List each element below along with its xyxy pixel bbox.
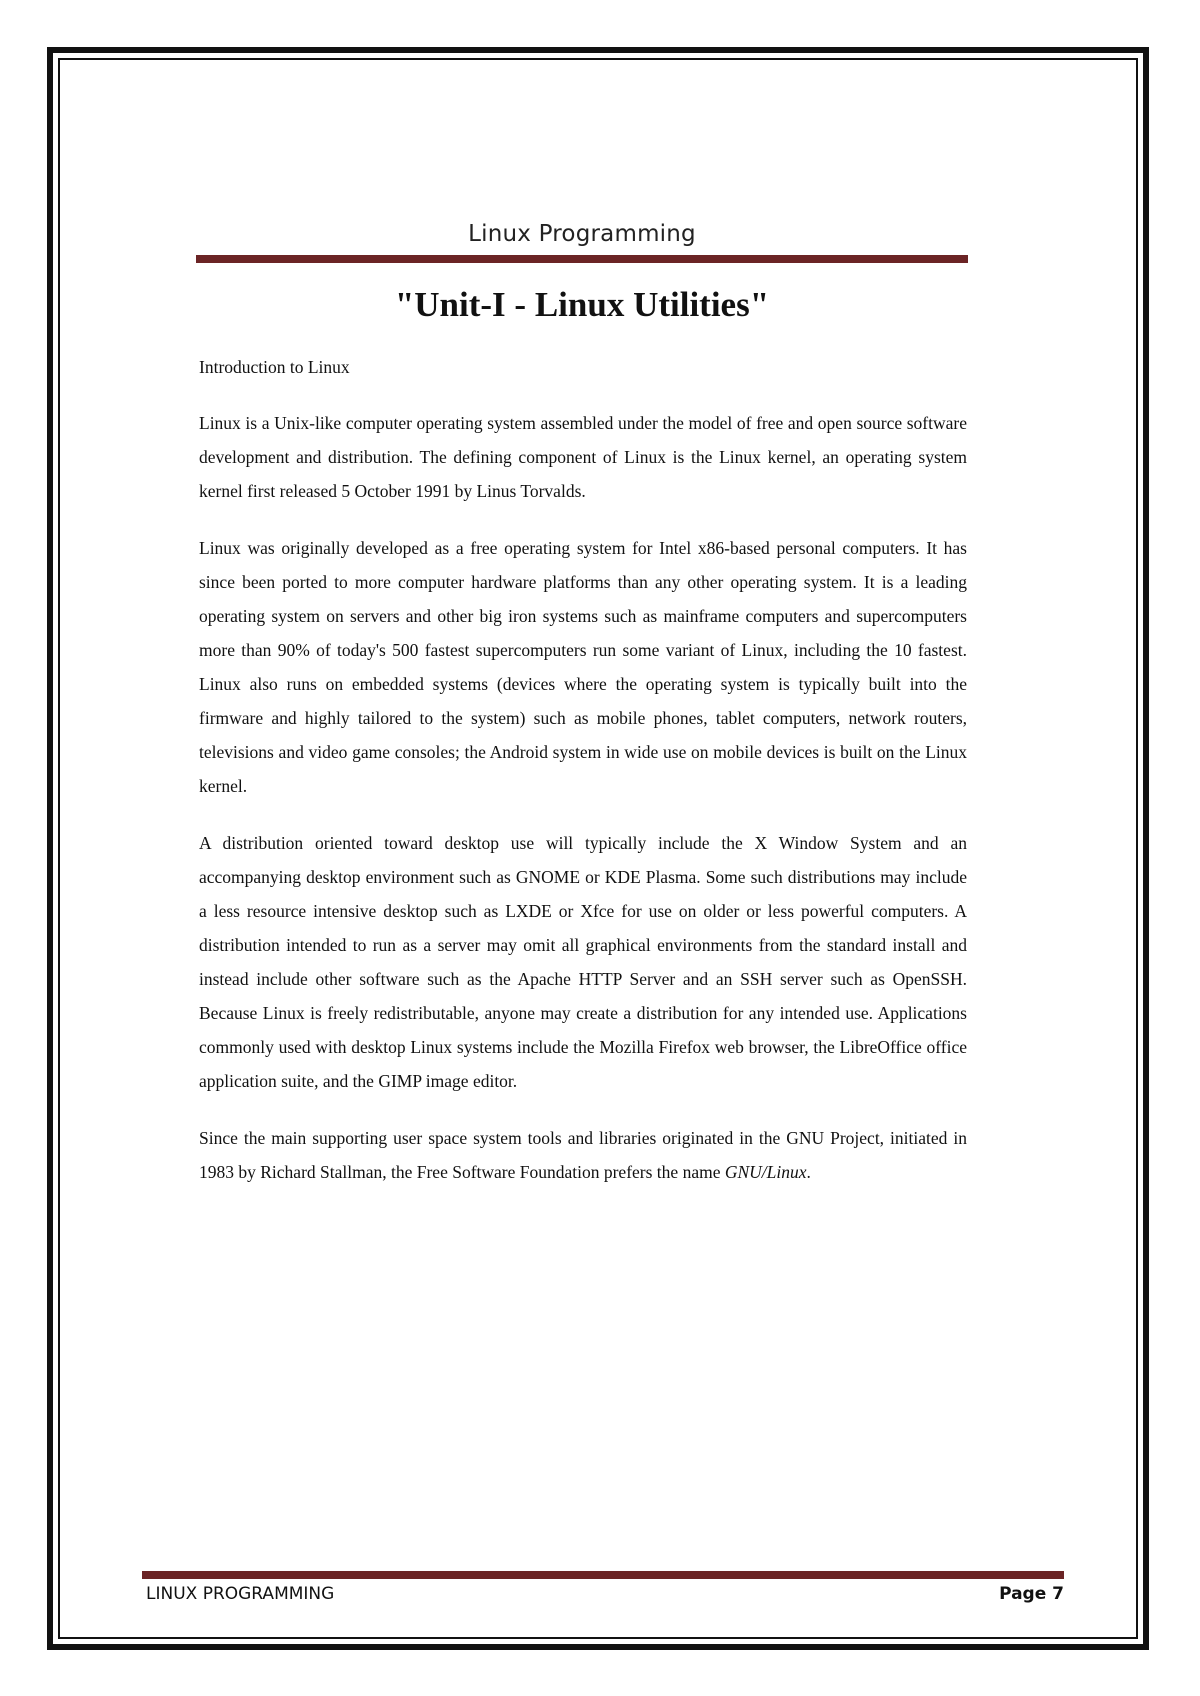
footer-rule [142, 1571, 1064, 1579]
page-number: Page 7 [999, 1584, 1064, 1604]
running-header-title: Linux Programming [468, 221, 696, 247]
paragraph-4 [199, 1121, 967, 1189]
document-body [199, 350, 967, 1212]
section-heading: Introduction to Linux [199, 357, 350, 377]
paragraph-4-text: Since the main supporting user space system tools and libraries originated in the GNU Project, initiated in 1983 by Richard Stallman, the Free Software Foundation prefers the name [199, 1128, 967, 1182]
gnu-linux-term: GNU/Linux [724, 1162, 807, 1182]
paragraph-4-suffix: . [806, 1162, 811, 1182]
document-title: "Unit-I - Linux Utilities" [394, 285, 770, 324]
header-rule [196, 255, 968, 263]
paragraph-3: A distribution oriented toward desktop use will typically include the X Window System and an accompanying desktop environment such as GNOME or KDE Plasma. Some such distributions may include a less resource intensive desktop such as LXDE or Xfce for use on older or less powerful computers. A distribution intended to run as a server may omit all graphical environments from the standard install and instead include other software such as the Apache HTTP Server and an SSH server such as OpenSSH. Because Linux is freely redistributable, anyone may create a distribution for any intended use. Applications commonly used with desktop Linux systems include the Mozilla Firefox web browser, the LibreOffice office application suite, and the GIMP image editor. [199, 833, 967, 1091]
paragraph-1: Linux is a Unix-like computer operating system assembled under the model of free and open source software development and distribution. The defining component of Linux is the Linux kernel, an operating system kernel first released 5 October 1991 by Linus Torvalds. [199, 413, 967, 501]
footer-title: LINUX PROGRAMMING [146, 1584, 335, 1604]
paragraph-2: Linux was originally developed as a free operating system for Intel x86-based personal computers. It has since been ported to more computer hardware platforms than any other operating system. It is a leading operating system on servers and other big iron systems such as mainframe computers and supercomputers more than 90% of today's 500 fastest supercomputers run some variant of Linux, including the 10 fastest. Linux also runs on embedded systems (devices where the operating system is typically built into the firmware and highly tailored to the system) such as mobile phones, tablet computers, network routers, televisions and video game consoles; the Android system in wide use on mobile devices is built on the Linux kernel. [199, 538, 967, 796]
